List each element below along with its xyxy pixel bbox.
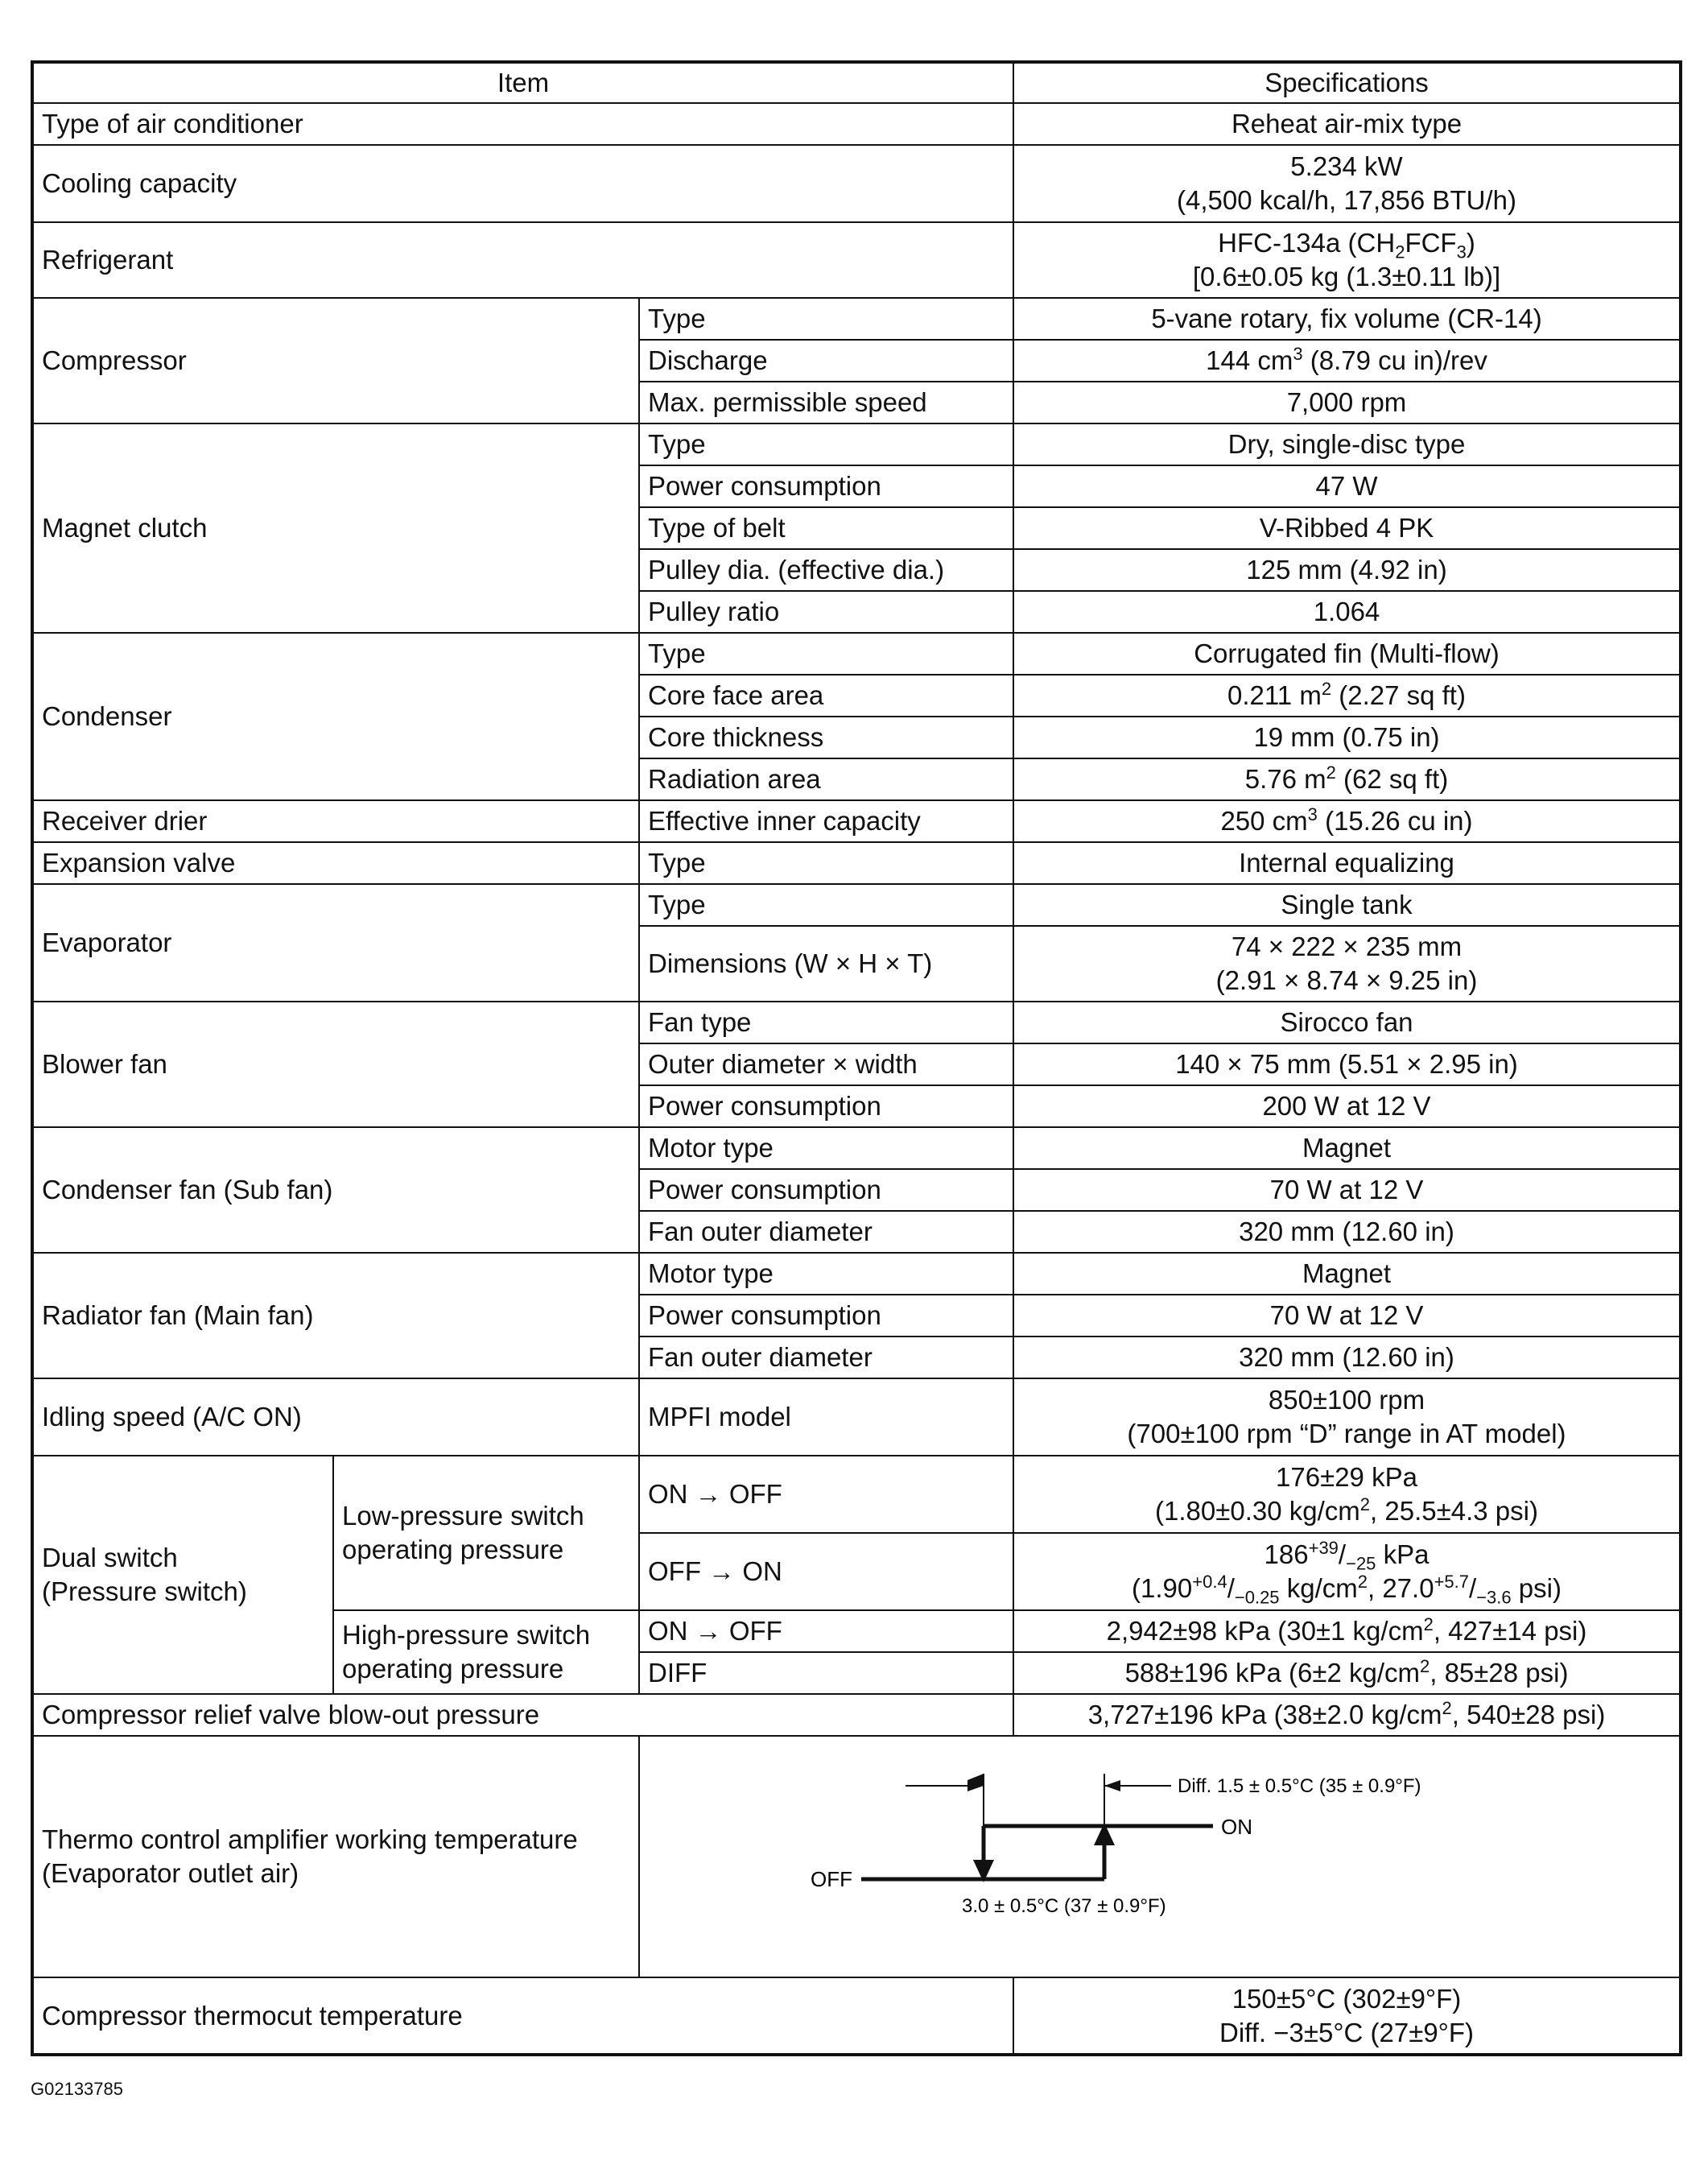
spec-line: HFC-134a $(CH_2FCF_3)$ (1218, 228, 1475, 262)
sub-label: Effective inner capacity (639, 800, 1013, 842)
row-label: Expansion valve (32, 842, 639, 884)
sub-label: OFF → ON (639, 1533, 1013, 1610)
figure-id: G02133785 (31, 2079, 123, 2099)
row-spec: V-Ribbed 4 PK (1013, 507, 1681, 549)
table-row (32, 1736, 1681, 1977)
spec-line: (700±100 rpm “D” range in AT model) (1127, 1419, 1566, 1448)
row-spec: Sirocco fan (1013, 1002, 1681, 1043)
row-label: Compressor thermocut temperature (32, 1977, 1013, 2055)
sub-label: Radiation area (639, 758, 1013, 800)
row-spec: Magnet (1013, 1127, 1681, 1169)
row-spec: 588±196 kPa (6±2 $kg/cm^2$, 85±28 psi) (1013, 1652, 1681, 1694)
off-label: OFF (811, 1867, 852, 1891)
spec-line: (2.91 × 8.74 × 9.25 in) (1215, 965, 1478, 995)
row-spec: 1.064 (1013, 591, 1681, 633)
table-row (32, 1456, 1681, 1533)
spec-line: Diff. −3±5°C (27±9°F) (1219, 2017, 1475, 2047)
row-spec (1013, 1378, 1681, 1456)
row-spec: 5-vane rotary, fix volume (CR-14) (1013, 298, 1681, 340)
row-spec: Single tank (1013, 884, 1681, 926)
table-row (32, 1977, 1681, 2055)
spec-line: 176±29 kPa (1276, 1462, 1417, 1492)
sub-label: Dimensions (W × H × T) (639, 926, 1013, 1002)
sub-label: Core thickness (639, 717, 1013, 758)
high-pressure-label: High-pressure switch operating pressure (333, 1610, 639, 1694)
row-spec (1013, 926, 1681, 1002)
sub-label: Max. permissible speed (639, 382, 1013, 423)
header-item: Item (32, 62, 1013, 103)
sub-label: MPFI model (639, 1378, 1013, 1456)
row-label: Condenser (32, 633, 639, 800)
sub-label: Fan type (639, 1002, 1013, 1043)
row-spec: Dry, single-disc type (1013, 423, 1681, 465)
low-pressure-label: Low-pressure switch operating pressure (333, 1456, 639, 1610)
sub-label: Type (639, 884, 1013, 926)
row-label: Cooling capacity (32, 145, 1013, 222)
spec-line: ($1.90^{+0.4}/_{-0.25}$ $kg/cm^2$, $27.0^{+5.7}/_{-3.6}$ psi) (1132, 1572, 1562, 1608)
spec-line: 150±5°C (302±9°F) (1231, 1983, 1462, 2014)
spec-line: 74 × 222 × 235 mm (1231, 932, 1463, 961)
sub-label: Pulley dia. (effective dia.) (639, 549, 1013, 591)
spec-line: 850±100 rpm (1268, 1385, 1425, 1415)
row-spec (1013, 1456, 1681, 1533)
sub-label: Motor type (639, 1253, 1013, 1295)
spec-line: (1.80±0.30 $kg/cm^2$, 25.5±4.3 psi) (1155, 1494, 1538, 1526)
row-spec: 5.76 $m^2$ (62 sq ft) (1013, 758, 1681, 800)
row-spec: 19 mm (0.75 in) (1013, 717, 1681, 758)
row-spec: 2,942±98 kPa (30±1 $kg/cm^2$, 427±14 psi) (1013, 1610, 1681, 1652)
row-spec: 0.211 $m^2$ (2.27 sq ft) (1013, 675, 1681, 717)
sub-label: Motor type (639, 1127, 1013, 1169)
spec-line: 5.234 kW (1290, 151, 1403, 181)
sub-label: ON → OFF (639, 1610, 1013, 1652)
thermo-hysteresis-diagram (640, 1737, 1681, 1976)
sub-label: Type (639, 423, 1013, 465)
table-row (32, 1002, 1681, 1043)
row-label: Refrigerant (32, 222, 1013, 298)
row-spec: 320 mm (12.60 in) (1013, 1211, 1681, 1253)
row-spec: Internal equalizing (1013, 842, 1681, 884)
temperature-label: 3.0 ± 0.5°C (37 ± 0.9°F) (962, 1895, 1166, 1917)
row-label: Thermo control amplifier working temperature (Evaporator outlet air) (32, 1736, 639, 1977)
spec-line: [0.6±0.05 kg (1.3±0.11 lb)] (1192, 262, 1501, 291)
table-row (32, 1127, 1681, 1169)
row-spec: 140 × 75 mm (5.51 × 2.95 in) (1013, 1043, 1681, 1085)
row-spec: 200 W at 12 V (1013, 1085, 1681, 1127)
sub-label: Type (639, 298, 1013, 340)
row-label: Compressor (32, 298, 639, 423)
table-row (32, 1253, 1681, 1295)
diff-label: Diff. 1.5 ± 0.5°C (35 ± 0.9°F) (1178, 1775, 1421, 1797)
spec-line: $186^{+39}/_{-25}$ kPa (1264, 1538, 1430, 1574)
on-label: ON (1221, 1815, 1252, 1839)
row-spec: 125 mm (4.92 in) (1013, 549, 1681, 591)
row-spec: Corrugated fin (Multi-flow) (1013, 633, 1681, 675)
table-row (32, 1694, 1681, 1736)
row-label: Compressor relief valve blow-out pressure (32, 1694, 1013, 1736)
row-spec: 7,000 rpm (1013, 382, 1681, 423)
table-row (32, 222, 1681, 298)
sub-label: Pulley ratio (639, 591, 1013, 633)
sub-label: Type (639, 633, 1013, 675)
sub-label: ON → OFF (639, 1456, 1013, 1533)
row-label: Radiator fan (Main fan) (32, 1253, 639, 1378)
header-specifications: Specifications (1013, 62, 1681, 103)
table-row (32, 633, 1681, 675)
table-row (32, 298, 1681, 340)
row-spec: 70 W at 12 V (1013, 1295, 1681, 1337)
dimension-arrow-left-icon (967, 1774, 984, 1791)
sub-label: Power consumption (639, 1295, 1013, 1337)
dual-switch-label: Dual switch (Pressure switch) (32, 1456, 333, 1694)
sub-label: Type (639, 842, 1013, 884)
table-header-row (32, 62, 1681, 103)
table-row (32, 1378, 1681, 1456)
table-row (32, 800, 1681, 842)
row-spec (1013, 145, 1681, 222)
sub-label: Power consumption (639, 1085, 1013, 1127)
spec-line: (4,500 kcal/h, 17,856 BTU/h) (1177, 185, 1516, 215)
row-label: Condenser fan (Sub fan) (32, 1127, 639, 1253)
row-spec (1013, 1977, 1681, 2055)
row-spec (1013, 1533, 1681, 1610)
row-spec: 320 mm (12.60 in) (1013, 1337, 1681, 1378)
row-spec: 47 W (1013, 465, 1681, 507)
sub-label: Core face area (639, 675, 1013, 717)
table-row (32, 423, 1681, 465)
sub-label: Power consumption (639, 1169, 1013, 1211)
row-spec (1013, 222, 1681, 298)
sub-label: Type of belt (639, 507, 1013, 549)
row-label: Evaporator (32, 884, 639, 1002)
table-row (32, 103, 1681, 145)
table-row (32, 884, 1681, 926)
table-row (32, 842, 1681, 884)
row-label: Type of air conditioner (32, 103, 1013, 145)
sub-label: Fan outer diameter (639, 1211, 1013, 1253)
sub-label: Discharge (639, 340, 1013, 382)
row-spec: 70 W at 12 V (1013, 1169, 1681, 1211)
row-spec: 144 $cm^3$ (8.79 cu in)/rev (1013, 340, 1681, 382)
row-spec: Magnet (1013, 1253, 1681, 1295)
specifications-table (31, 60, 1682, 2056)
row-label: Idling speed (A/C ON) (32, 1378, 639, 1456)
thermo-diagram-cell (639, 1736, 1681, 1977)
sub-label: Fan outer diameter (639, 1337, 1013, 1378)
row-label: Magnet clutch (32, 423, 639, 633)
row-label: Blower fan (32, 1002, 639, 1127)
row-spec: 250 $cm^3$ (15.26 cu in) (1013, 800, 1681, 842)
row-label: Receiver drier (32, 800, 639, 842)
row-spec: Reheat air-mix type (1013, 103, 1681, 145)
table-row (32, 145, 1681, 222)
sub-label: Power consumption (639, 465, 1013, 507)
row-spec: 3,727±196 kPa (38±2.0 $kg/cm^2$, 540±28 psi) (1013, 1694, 1681, 1736)
sub-label: DIFF (639, 1652, 1013, 1694)
sub-label: Outer diameter × width (639, 1043, 1013, 1085)
dimension-arrow-right-icon (1104, 1780, 1120, 1791)
